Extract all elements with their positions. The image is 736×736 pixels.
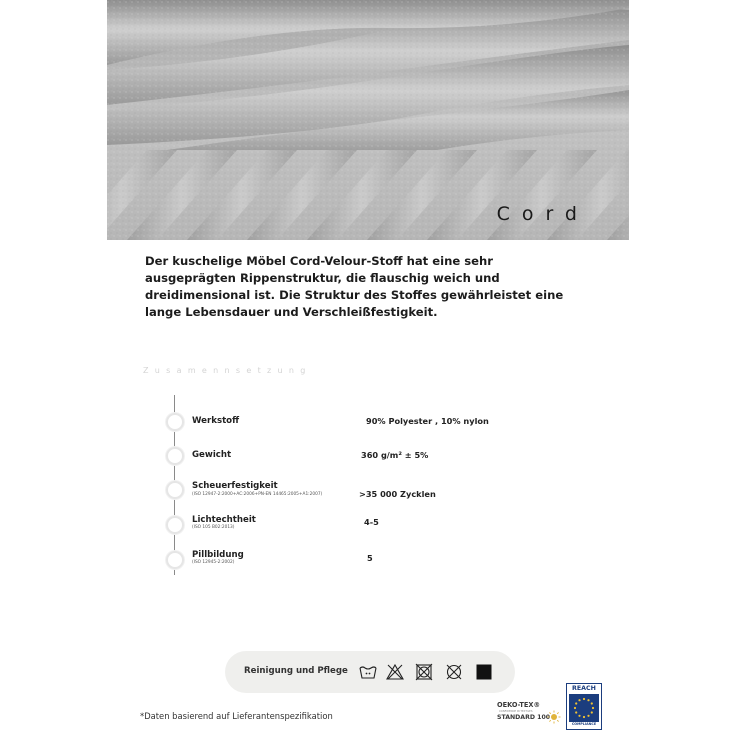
oeko-tex-badge [497,701,561,725]
wash-30-icon [358,662,378,682]
spec-standard: (ISO 105 B02:2013) [192,525,235,530]
care-instructions [225,651,515,693]
sun-icon [547,710,561,724]
spec-row-werkstoff [0,408,736,438]
reach-compliance: COMPLIANCE [571,722,597,726]
oeko-tex-tagline: CONFIDENCE IN TEXTILES [499,710,533,713]
spec-row-pillbildung [0,545,736,575]
spec-row-scheuerfestigkeit [0,476,736,506]
oeko-tex-standard: STANDARD 100 [497,714,551,721]
spec-label: Werkstoff [192,416,240,426]
spec-label: Pillbildung [192,550,244,560]
spec-value: 90% Polyester , 10% nylon [366,416,489,426]
timeline-dot [166,447,184,465]
footnote: *Daten basierend auf Lieferantenspezifikation [140,711,333,721]
spec-standard: (ISO 12945-2:2002) [192,560,235,565]
no-tumble-dry-icon [414,662,434,682]
spec-label: Scheuerfestigkeit [192,481,278,491]
eu-stars-icon [569,694,599,722]
care-label: Reinigung und Pflege [244,666,348,676]
eu-flag-icon [569,694,599,722]
timeline-dot [166,413,184,431]
spec-value: 4-5 [364,517,379,527]
timeline-dot [166,551,184,569]
spec-value: 5 [367,553,373,563]
no-bleach-icon [385,662,405,682]
no-dry-clean-icon [444,662,464,682]
timeline-dot [166,481,184,499]
product-description: Der kuschelige Möbel Cord-Velour-Stoff hat eine sehr ausgeprägten Rippenstruktur, die flauschig weich und dreidimensional ist. Die Struktur des Stoffes gewährleistet eine lange Lebensdauer und Verschleißfestigkeit. [145,254,564,319]
reach-badge [566,683,602,730]
reach-name: REACH [572,685,596,692]
spec-label: Lichtechtheit [192,515,256,525]
spec-row-lichtechtheit [0,510,736,540]
composition-title: Zusamennsetzung [143,366,312,375]
timeline-dot [166,516,184,534]
spec-value: 360 g/m² ± 5% [361,450,429,460]
hero-title: Cord [496,203,589,225]
oeko-tex-name: OEKO-TEX® [497,701,541,709]
spec-label: Gewicht [192,450,232,460]
spec-row-gewicht [0,442,736,472]
spec-standard: (ISO 12947-2:2000+AC:2006+PN-EN 14465:2005+A1:2007) [192,492,323,497]
hero-image [107,0,629,240]
no-iron-icon [474,662,494,682]
spec-value: >35 000 Zycklen [359,489,436,499]
